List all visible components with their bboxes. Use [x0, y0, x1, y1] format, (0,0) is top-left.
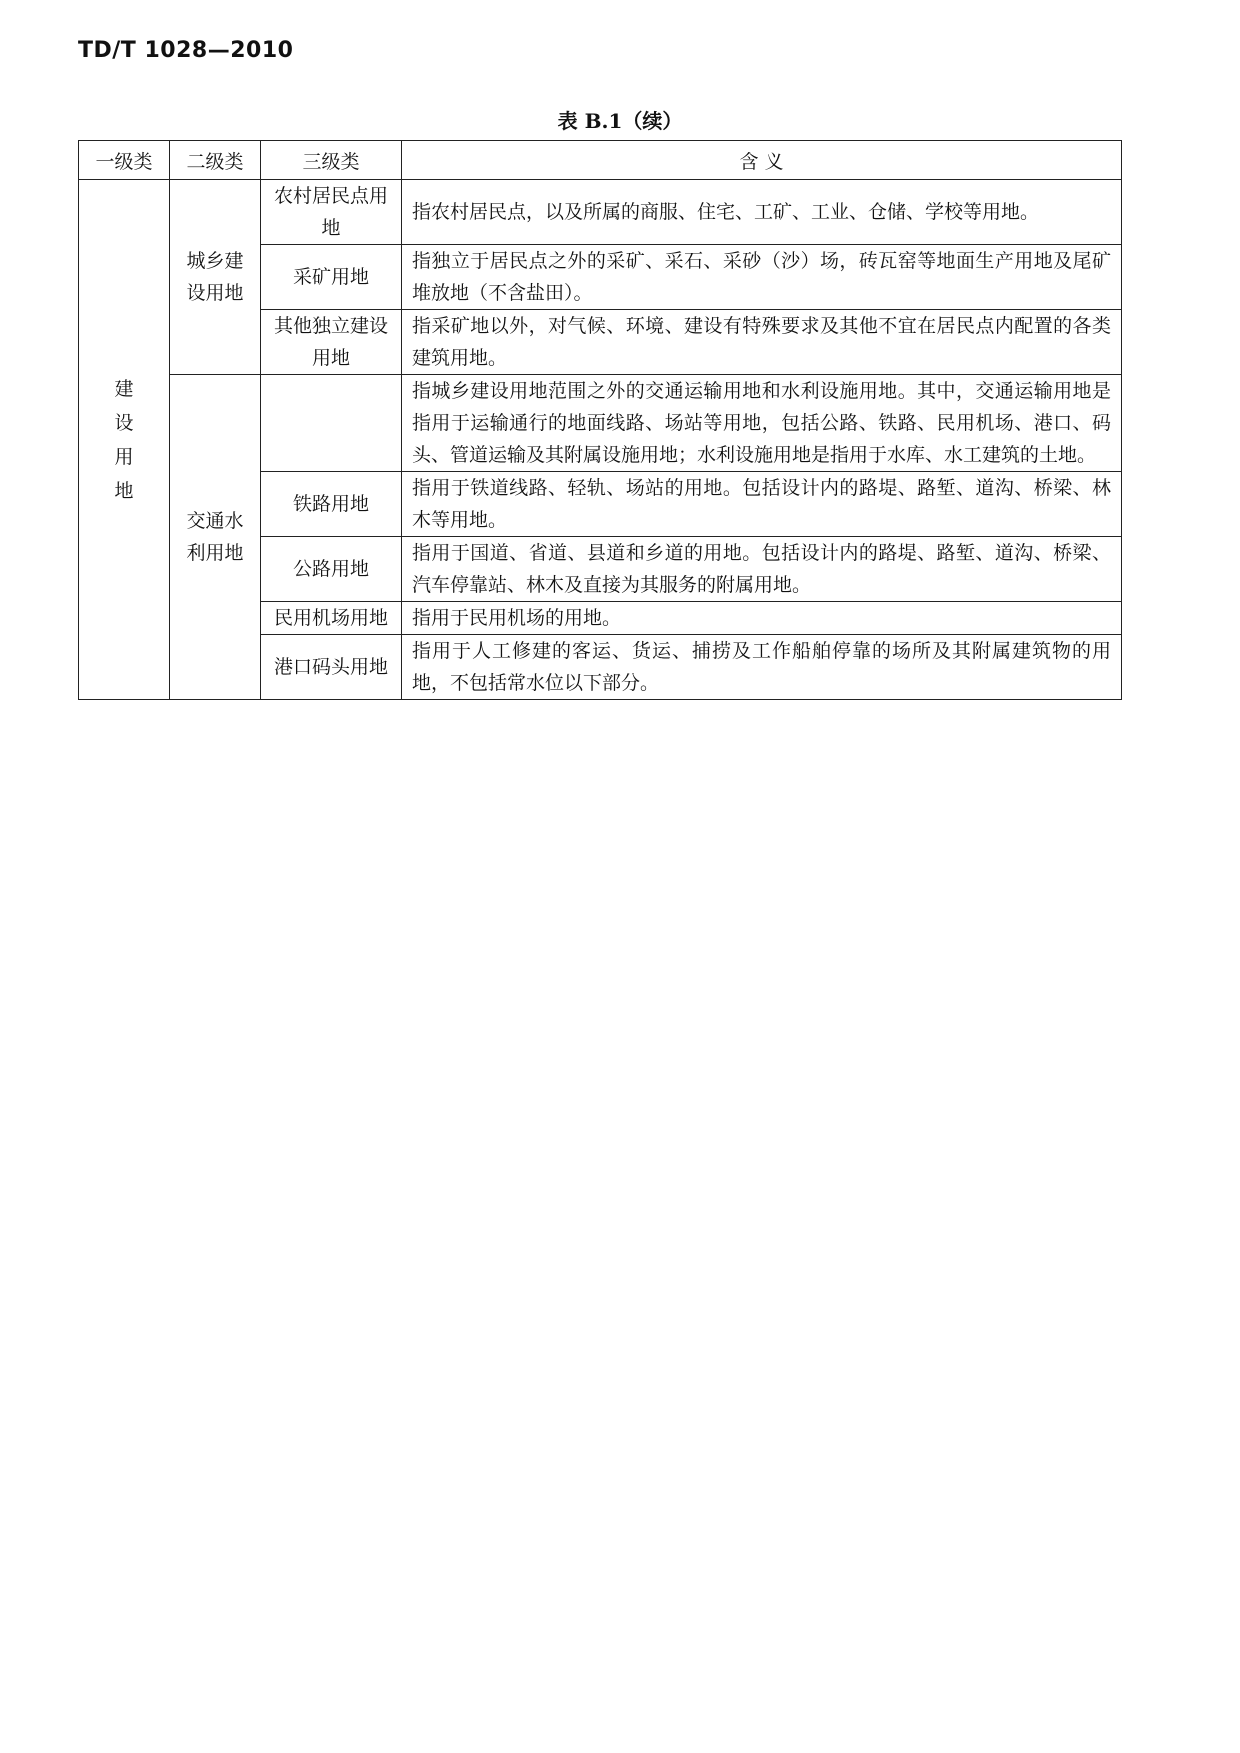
item-highway-land: 公路用地	[261, 537, 402, 602]
item-rural-settlement-land: 农村居民点用地	[261, 180, 402, 245]
item-mining-land: 采矿用地	[261, 245, 402, 310]
document-code: TD/T 1028—2010	[78, 38, 294, 63]
header-level3: 三级类	[261, 141, 402, 180]
subcategory-urban-rural-construction: 城乡建设用地	[170, 180, 261, 375]
item-description: 指独立于居民点之外的采矿、采石、采砂（沙）场，砖瓦窑等地面生产用地及尾矿堆放地（不含盐田）。	[402, 245, 1122, 310]
category-construction-land: 建设用地	[79, 180, 170, 700]
item-other-independent-construction: 其他独立建设用地	[261, 310, 402, 375]
subcategory-transport-water: 交通水利用地	[170, 375, 261, 700]
item-description: 指用于民用机场的用地。	[402, 602, 1122, 635]
item-description: 指用于国道、省道、县道和乡道的用地。包括设计内的路堤、路堑、道沟、桥梁、汽车停靠站、林木及直接为其服务的附属用地。	[402, 537, 1122, 602]
header-meaning: 含 义	[402, 141, 1122, 180]
item-description: 指采矿地以外，对气候、环境、建设有特殊要求及其他不宜在居民点内配置的各类建筑用地。	[402, 310, 1122, 375]
table-caption: 表 B.1（续）	[557, 109, 683, 133]
item-description: 指用于人工修建的客运、货运、捕捞及工作船舶停靠的场所及其附属建筑物的用地，不包括常水位以下部分。	[402, 635, 1122, 700]
item-civil-airport-land: 民用机场用地	[261, 602, 402, 635]
land-use-classification-table	[78, 140, 1122, 700]
item-description: 指城乡建设用地范围之外的交通运输用地和水利设施用地。其中，交通运输用地是指用于运输通行的地面线路、场站等用地，包括公路、铁路、民用机场、港口、码头、管道运输及其附属设施用地；水利设施用地是指用于水库、水工建筑的土地。	[402, 375, 1122, 472]
table-header-row	[79, 141, 1122, 180]
item-description: 指农村居民点，以及所属的商服、住宅、工矿、工业、仓储、学校等用地。	[402, 180, 1122, 245]
item-description: 指用于铁道线路、轻轨、场站的用地。包括设计内的路堤、路堑、道沟、桥梁、林木等用地。	[402, 472, 1122, 537]
table-row	[79, 375, 1122, 472]
item-transport-water-general	[261, 375, 402, 472]
header-level2: 二级类	[170, 141, 261, 180]
item-port-wharf-land: 港口码头用地	[261, 635, 402, 700]
table-row	[79, 180, 1122, 245]
item-railway-land: 铁路用地	[261, 472, 402, 537]
header-level1: 一级类	[79, 141, 170, 180]
